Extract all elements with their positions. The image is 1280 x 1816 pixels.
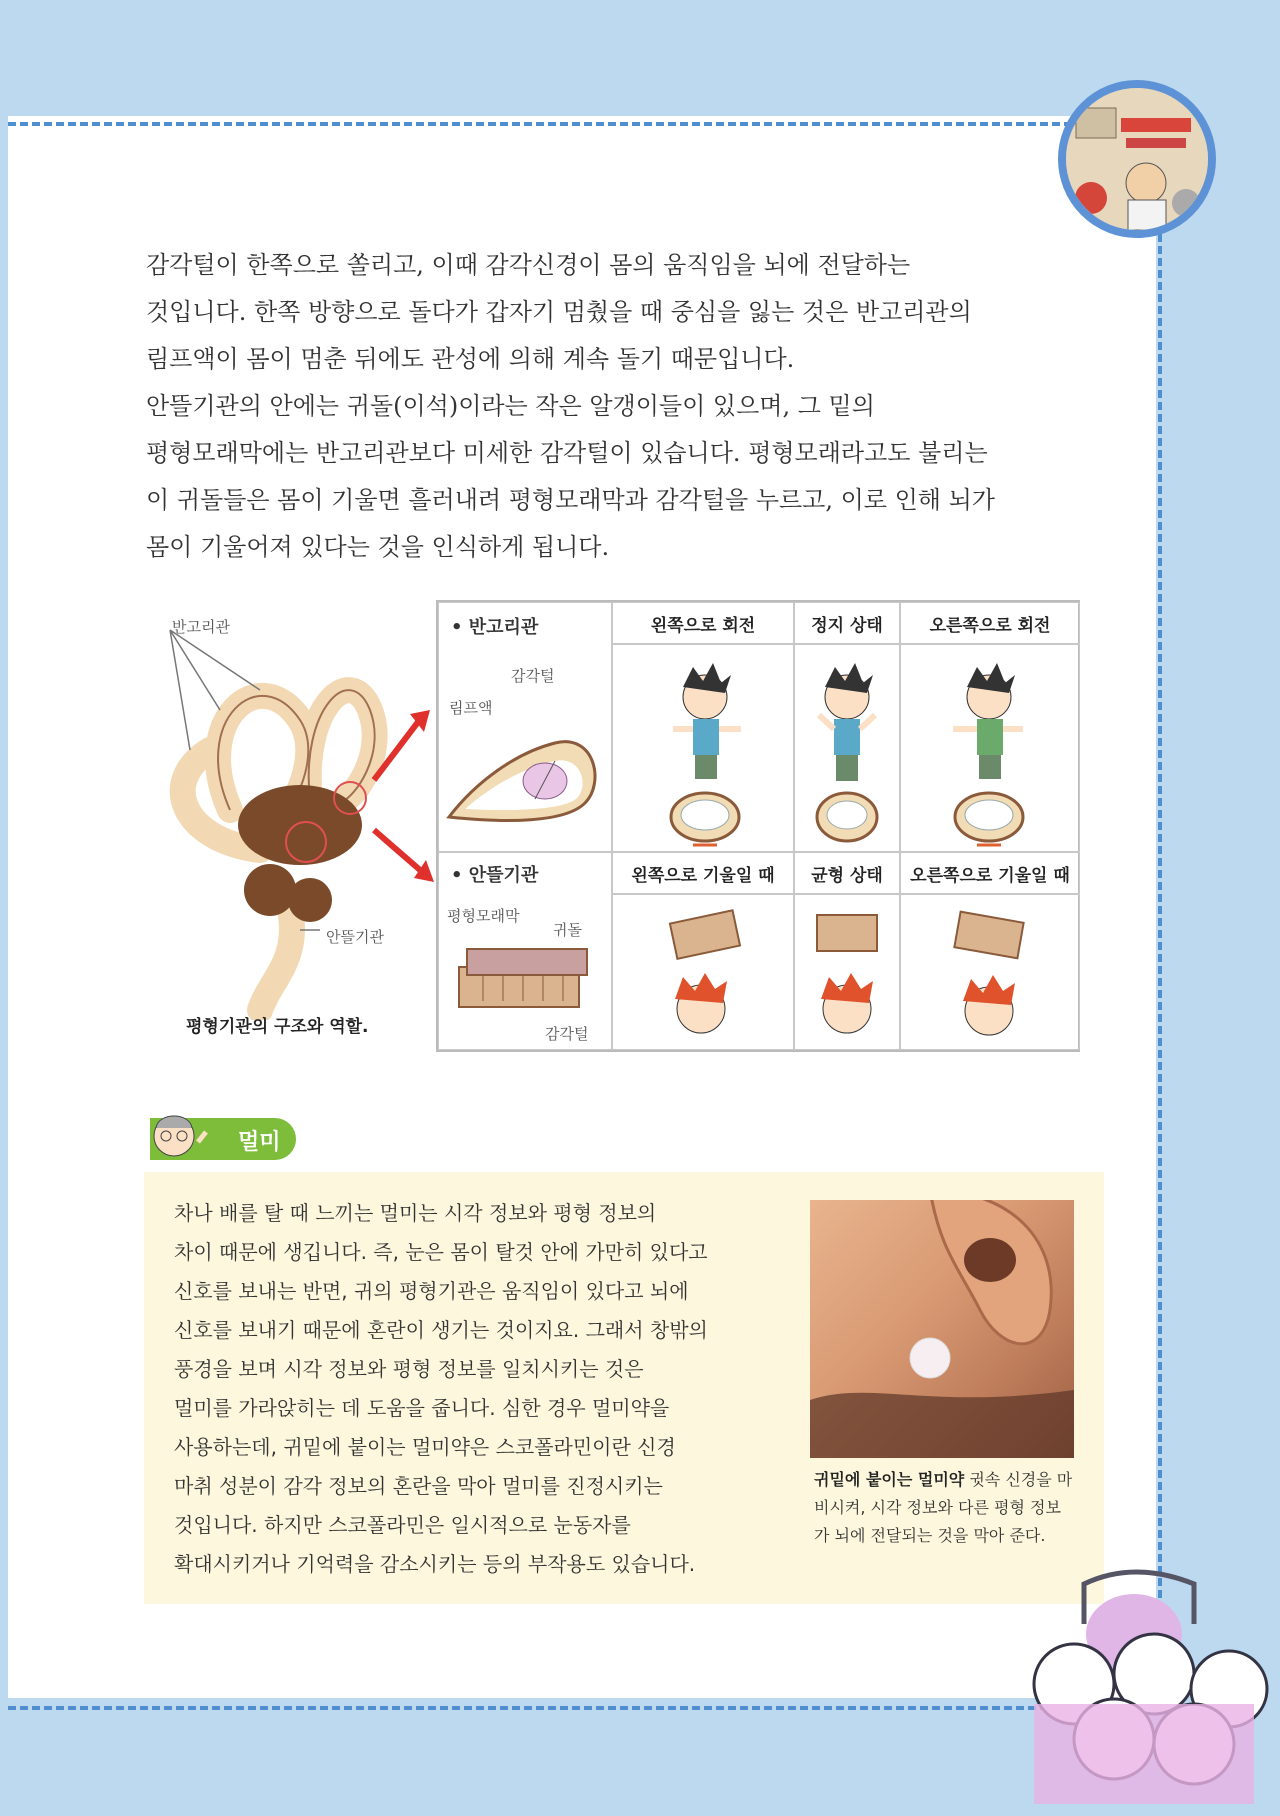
boy-spinning-right-illustration — [901, 645, 1079, 851]
balance-illustration-cell — [794, 894, 900, 1050]
rotate-right-illustration-cell — [900, 644, 1080, 852]
rotate-left-illustration-cell — [612, 644, 794, 852]
pointer-arrows — [370, 700, 440, 900]
photo-caption — [814, 1466, 1076, 1550]
bottom-dashed-border — [8, 1706, 1108, 1710]
otolithic-membrane-label: 평형모래막 — [447, 907, 520, 925]
header-balance: 균형 상태 — [794, 852, 900, 894]
header-tilt-right: 오른쪽으로 기울일 때 — [900, 852, 1080, 894]
header-still: 정지 상태 — [794, 602, 900, 644]
ms-line: 확대시키거나 기억력을 감소시키는 등의 부작용도 있습니다. — [174, 1552, 696, 1576]
tilt-left-illustration-cell — [612, 894, 794, 1050]
main-body-text — [146, 242, 1076, 571]
ms-line: 사용하는데, 귀밑에 붙이는 멀미약은 스코폴라민이란 신경 — [174, 1435, 676, 1459]
semicircular-canal-label: 반고리관 — [172, 618, 230, 636]
header-tilt-left: 왼쪽으로 기울일 때 — [612, 852, 794, 894]
ms-line: 풍경을 보며 시각 정보와 평형 정보를 일치시키는 것은 — [174, 1357, 644, 1381]
otolith-label: 귀돌 — [553, 921, 582, 939]
motion-sickness-text — [174, 1194, 794, 1584]
top-dashed-border — [8, 122, 1108, 126]
girl-balanced-illustration — [795, 895, 899, 1049]
photo-caption-title: 귀밑에 붙이는 멀미약 — [814, 1470, 965, 1489]
ms-line: 것입니다. 하지만 스코폴라민은 일시적으로 눈동자를 — [174, 1513, 631, 1537]
ampulla-illustration — [445, 713, 605, 833]
vestibule-detail-cell — [438, 852, 612, 1050]
hair-cell-label: 감각털 — [511, 667, 555, 685]
body-line: 평형모래막에는 반고리관보다 미세한 감각털이 있습니다. 평형모래라고도 불리는 — [146, 439, 988, 467]
semicircular-detail-cell — [438, 602, 612, 852]
ear-with-patch-image — [810, 1200, 1074, 1458]
boy-standing-illustration — [795, 645, 899, 851]
boy-spinning-left-illustration — [613, 645, 793, 851]
ms-line: 멀미를 가라앉히는 데 도움을 줍니다. 심한 경우 멀미약을 — [174, 1396, 670, 1420]
ms-line: 차나 배를 탈 때 느끼는 멀미는 시각 정보와 평형 정보의 — [174, 1201, 657, 1225]
ms-line: 신호를 보내는 반면, 귀의 평형기관은 움직임이 있다고 뇌에 — [174, 1279, 689, 1303]
motion-sickness-title: 멀미 — [238, 1130, 281, 1155]
header-rotate-left: 왼쪽으로 회전 — [612, 602, 794, 644]
girl-tilt-left-illustration — [613, 895, 793, 1049]
tilt-right-illustration-cell — [900, 894, 1080, 1050]
ms-line: 차이 때문에 생깁니다. 즉, 눈은 몸이 탈것 안에 가만히 있다고 — [174, 1240, 708, 1264]
body-line: 것입니다. 한쪽 방향으로 돌다가 갑자기 멈췄을 때 중심을 잃는 것은 반고리관의 — [146, 298, 972, 326]
lymph-label: 림프액 — [449, 699, 493, 717]
body-line: 감각털이 한쪽으로 쏠리고, 이때 감각신경이 몸의 움직임을 뇌에 전달하는 — [146, 251, 911, 279]
ms-line: 신호를 보내기 때문에 혼란이 생기는 것이지요. 그래서 창밖의 — [174, 1318, 708, 1342]
body-line: 안뜰기관의 안에는 귀돌(이석)이라는 작은 알갱이들이 있으며, 그 밑의 — [146, 392, 875, 420]
professor-icon — [144, 1102, 216, 1164]
motion-sickness-tag — [150, 1118, 296, 1160]
decorative-lantern-illustration — [1004, 1564, 1274, 1814]
right-dashed-border — [1158, 210, 1162, 1670]
still-illustration-cell — [794, 644, 900, 852]
body-line: 이 귀돌들은 몸이 기울면 흘러내려 평형모래막과 감각털을 누르고, 이로 인해 뇌가 — [146, 486, 995, 514]
section2-title: • 안뜰기관 — [451, 865, 539, 886]
figure-caption: 평형기관의 구조와 역할. — [186, 1017, 369, 1037]
vestibule-label: 안뜰기관 — [326, 928, 384, 946]
balance-organ-table — [436, 600, 1080, 1052]
hair-cell-label-2: 감각털 — [545, 1025, 589, 1043]
corner-illustration — [1058, 80, 1216, 238]
ear-patch-photo — [810, 1200, 1074, 1458]
body-line: 몸이 기울어져 있다는 것을 인식하게 됩니다. — [146, 533, 610, 561]
section1-title: • 반고리관 — [451, 617, 539, 638]
ms-line: 마취 성분이 감각 정보의 혼란을 막아 멀미를 진정시키는 — [174, 1474, 663, 1498]
photo-caption-text: 귓속 신경을 마비시켜, 시각 정보와 다른 평형 정보가 뇌에 전달되는 것을 막아 준다. — [814, 1470, 1073, 1545]
header-rotate-right: 오른쪽으로 회전 — [900, 602, 1080, 644]
body-line: 림프액이 몸이 멈춘 뒤에도 관성에 의해 계속 돌기 때문입니다. — [146, 345, 795, 373]
macula-illustration — [453, 937, 603, 1021]
girl-tilt-right-illustration — [901, 895, 1079, 1049]
